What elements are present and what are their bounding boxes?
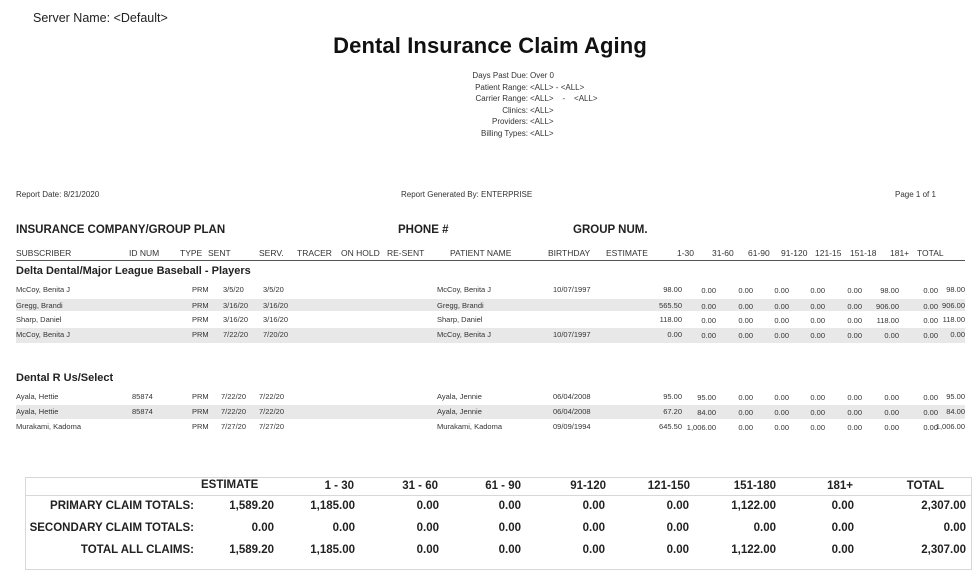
col-patient-name: PATIENT NAME — [450, 248, 512, 258]
totals-col-121-150: 121-150 — [647, 480, 690, 492]
col-subscriber: SUBSCRIBER — [16, 248, 72, 258]
col-61-90: 61-90 — [748, 248, 770, 258]
col-id-num: ID NUM — [129, 248, 160, 258]
col-serv: SERV. — [259, 248, 284, 258]
totals-col-61-90: 61 - 90 — [485, 480, 521, 492]
group-title-delta-dental: Delta Dental/Major League Baseball - Players — [16, 265, 251, 277]
table-row[interactable]: McCoy, Benita J PRM 7/22/20 7/20/20 McCoy, Benita J 10/07/1997 0.00 0.00 0.00 0.00 0.00 0.00 0.00 0.00 0.00 — [16, 328, 965, 343]
server-name: Server Name: <Default> — [33, 11, 168, 25]
totals-col-1-30: 1 - 30 — [324, 480, 354, 492]
table-row[interactable]: Gregg, Brandi PRM 3/16/20 3/16/20 Gregg, Brandi 565.50 0.00 0.00 0.00 0.00 0.00 906.00 0.00 906.00 — [16, 300, 965, 311]
param-carrier-range: Carrier Range: <ALL> - <ALL> — [475, 94, 598, 104]
totals-col-151-180: 151-180 — [733, 480, 776, 492]
table-row[interactable]: Sharp, Daniel PRM 3/16/20 3/16/20 Sharp, Daniel 118.00 0.00 0.00 0.00 0.00 0.00 118.00 0.00 118.00 — [16, 314, 965, 325]
report-date: Report Date: 8/21/2020 — [16, 190, 100, 199]
param-days-past-due: Days Past Due: Over 0 — [472, 71, 555, 80]
claim-totals-table — [25, 477, 972, 570]
col-181-plus: 181+ — [890, 248, 910, 258]
column-headers — [16, 247, 965, 261]
group-title-dental-r-us: Dental R Us/Select — [16, 372, 114, 384]
report-parameters — [380, 70, 598, 140]
page-indicator: Page 1 of 1 — [895, 190, 936, 199]
param-billing-types: Billing Types: <ALL> — [481, 128, 554, 138]
group-num-header: GROUP NUM. — [573, 224, 648, 236]
col-on-hold: ON HOLD — [341, 248, 380, 258]
col-121-150: 121-15 — [815, 248, 842, 258]
col-tracer: TRACER — [297, 248, 332, 258]
phone-header: PHONE # — [398, 224, 449, 236]
col-151-180: 151-18 — [850, 248, 877, 258]
col-type: TYPE — [180, 248, 203, 258]
totals-col-estimate: ESTIMATE — [201, 479, 259, 491]
col-sent: SENT — [208, 248, 231, 258]
table-row[interactable]: Murakami, Kadoma PRM 7/27/20 7/27/20 Murakami, Kadoma 09/09/1994 645.50 1,006.00 0.00 0.00 0.00 0.00 0.00 0.00 1,006.00 — [16, 421, 965, 432]
col-total: TOTAL — [917, 248, 944, 258]
generated-by: Report Generated By: ENTERPRISE — [401, 190, 533, 199]
totals-col-91-120: 91-120 — [570, 480, 606, 492]
total-all-claims-row: TOTAL ALL CLAIMS: 1,589.20 1,185.00 0.00 0.00 0.00 0.00 1,122.00 0.00 2,307.00 — [80, 544, 966, 556]
totals-col-181-plus: 181+ — [827, 480, 853, 492]
param-providers: Providers: <ALL> — [491, 117, 554, 127]
col-birthday: BIRTHDAY — [548, 248, 591, 258]
insurance-company-header: INSURANCE COMPANY/GROUP PLAN — [16, 224, 226, 236]
report-title: Dental Insurance Claim Aging — [333, 33, 647, 58]
col-re-sent: RE-SENT — [387, 248, 425, 258]
totals-col-total: TOTAL — [906, 480, 944, 492]
primary-claim-totals-row: PRIMARY CLAIM TOTALS: 1,589.20 1,185.00 0.00 0.00 0.00 0.00 1,122.00 0.00 2,307.00 — [50, 500, 966, 512]
col-estimate: ESTIMATE — [606, 248, 648, 258]
param-clinics: Clinics: <ALL> — [502, 105, 554, 115]
col-91-120: 91-120 — [781, 248, 808, 258]
col-31-60: 31-60 — [712, 248, 734, 258]
totals-header-row — [26, 478, 971, 496]
table-row[interactable]: Ayala, Hettie 85874 PRM 7/22/20 7/22/20 Ayala, Jennie 06/04/2008 67.20 84.00 0.00 0.00 0.00 0.00 0.00 0.00 84.00 — [16, 406, 965, 417]
secondary-claim-totals-row: SECONDARY CLAIM TOTALS: 0.00 0.00 0.00 0.00 0.00 0.00 0.00 0.00 0.00 — [29, 522, 966, 534]
totals-col-31-60: 31 - 60 — [402, 480, 438, 492]
table-row[interactable]: Ayala, Hettie 85874 PRM 7/22/20 7/22/20 Ayala, Jennie 06/04/2008 95.00 95.00 0.00 0.00 0.00 0.00 0.00 0.00 95.00 — [16, 391, 965, 402]
table-row[interactable]: McCoy, Benita J PRM 3/5/20 3/5/20 McCoy, Benita J 10/07/1997 98.00 0.00 0.00 0.00 0.00 0.00 98.00 0.00 98.00 — [16, 284, 965, 295]
col-1-30: 1-30 — [677, 248, 695, 258]
param-patient-range: Patient Range: <ALL> - <ALL> — [475, 82, 585, 92]
